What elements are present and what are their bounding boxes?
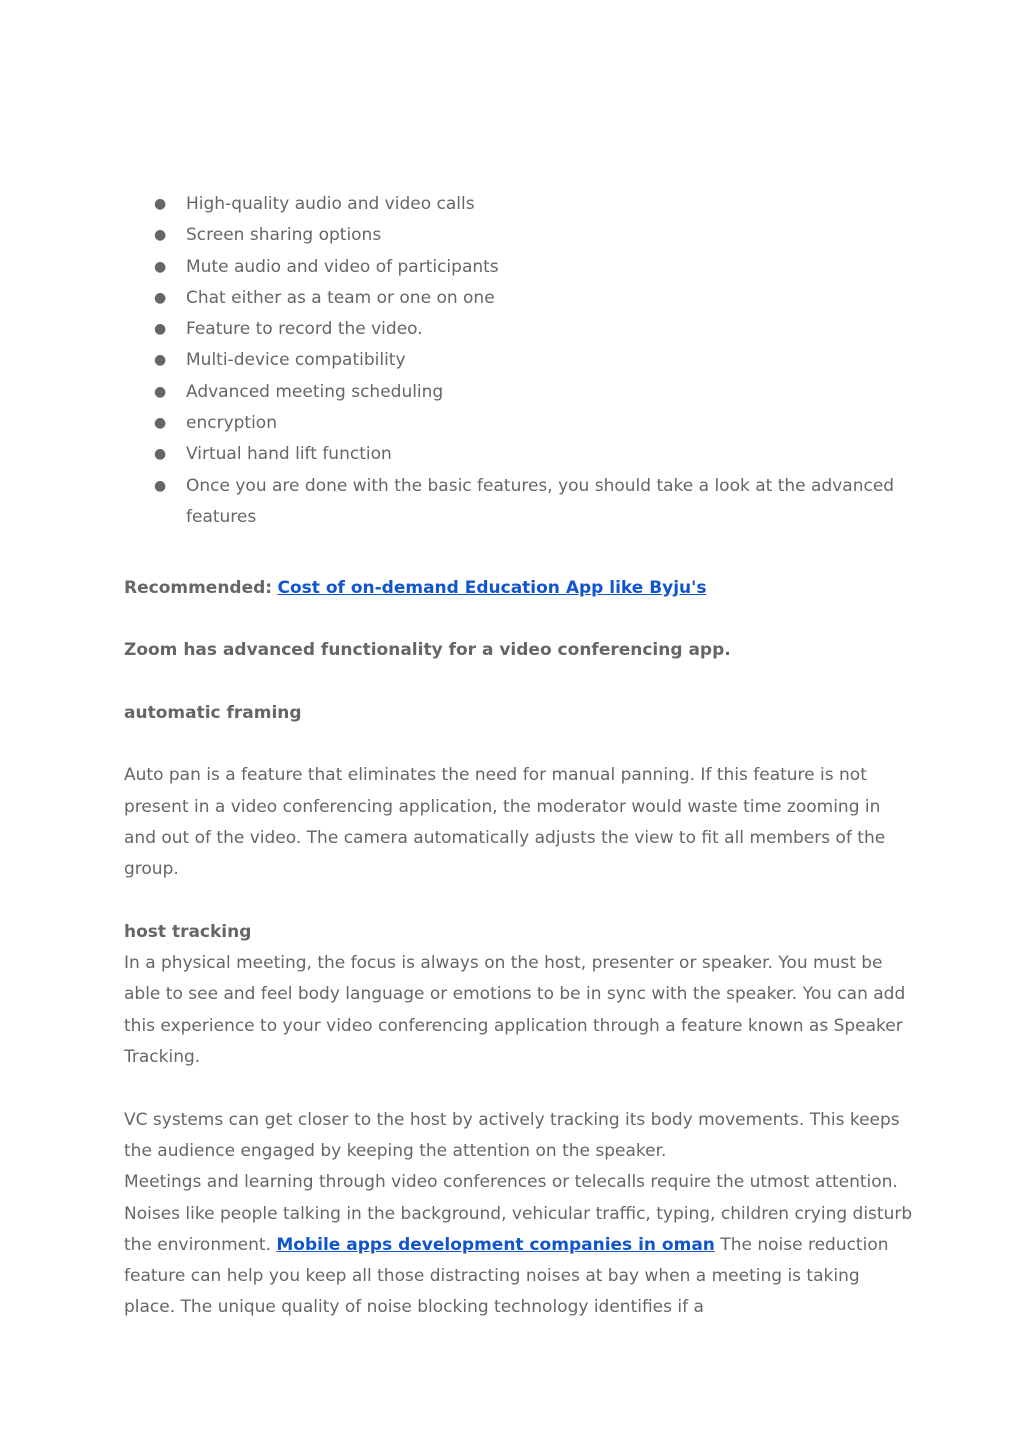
host-tracking-body: In a physical meeting, the focus is always on the host, presenter or speaker. You must be able to see and feel body language or emotions to be in sync with the speaker. You can add this experience to your video conferencing application through a feature known as Speaker Tracking. (124, 953, 906, 1068)
zoom-heading: Zoom has advanced functionality for a video conferencing app. (124, 640, 731, 661)
list-item: ● Multi-device compatibility (124, 345, 914, 376)
bullet-icon: ● (154, 227, 167, 244)
bullet-icon: ● (154, 477, 167, 494)
list-item: ● Mute audio and video of participants (124, 252, 914, 283)
recommended-line (124, 573, 914, 604)
bullet-icon: ● (154, 352, 167, 369)
bullet-icon: ● (154, 196, 167, 212)
noise-paragraph: Meetings and learning through video conferences or telecalls require the utmost attention. Noises like people talking in the background, vehicular traffic, typing, children crying disturb the environment. Mobile apps development companies in oman The noise reduction feature can help you keep all those distracting noises at bay when a meeting is taking place. The unique quality of noise blocking technology identifies if a (124, 1172, 913, 1318)
bullet-icon: ● (154, 383, 167, 400)
bullet-icon: ● (154, 415, 167, 432)
automatic-framing-heading: automatic framing (124, 702, 302, 723)
recommended-link[interactable]: Cost of on-demand Education App like Byju's (277, 577, 707, 598)
bullet-icon: ● (154, 289, 167, 306)
list-item: ● Feature to record the video. (124, 314, 914, 345)
bullet-icon: ● (154, 321, 167, 338)
document-page (124, 189, 914, 1324)
bullet-icon: ● (154, 446, 167, 463)
list-item: ● Once you are done with the basic features, you should take a look at the advanced features (124, 471, 914, 534)
list-item: ● Screen sharing options (124, 220, 914, 251)
list-item: ● Chat either as a team or one on one (124, 283, 914, 314)
list-item: ● encryption (124, 408, 914, 439)
vc-paragraph: VC systems can get closer to the host by actively tracking its body movements. This keeps the audience engaged by keeping the attention on the speaker. (124, 1109, 900, 1161)
feature-list (124, 189, 914, 533)
list-item: ● Advanced meeting scheduling (124, 377, 914, 408)
recommended-label: Recommended: (124, 577, 273, 598)
bullet-icon: ● (154, 258, 167, 275)
host-tracking-heading: host tracking (124, 921, 252, 942)
oman-apps-link[interactable]: Mobile apps development companies in oman (276, 1234, 715, 1255)
list-item: ● Virtual hand lift function (124, 439, 914, 470)
automatic-framing-body: Auto pan is a feature that eliminates the need for manual panning. If this feature is not present in a video conferencing application, the moderator would waste time zooming in and out of the video. The camera automatically adjusts the view to fit all members of the group. (124, 765, 886, 880)
list-item: ● High-quality audio and video calls (124, 189, 914, 220)
